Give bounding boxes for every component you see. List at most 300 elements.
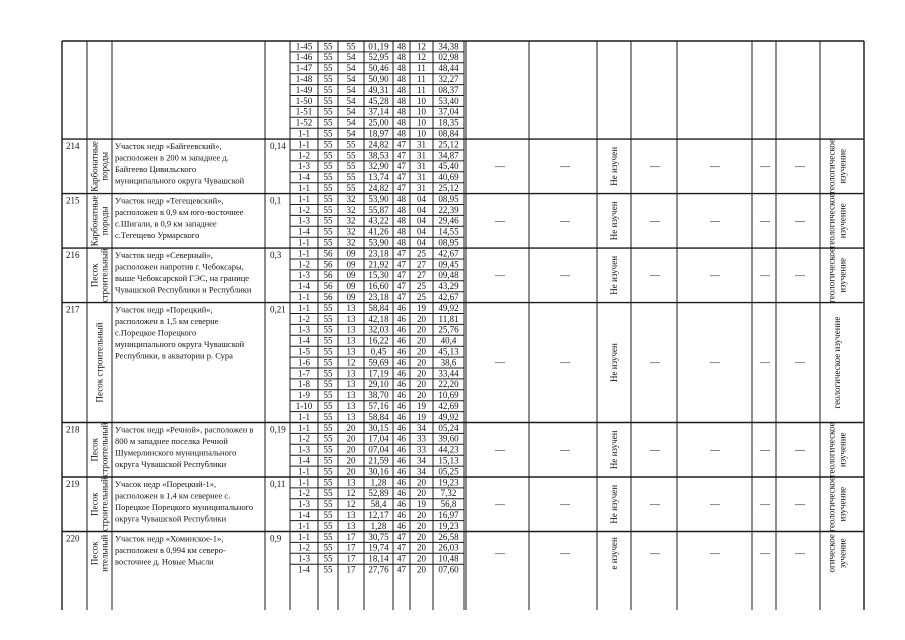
- coord-lon-sec-cell: 14,55: [438, 226, 459, 237]
- empty-cell-dash: —: [710, 548, 720, 560]
- coord-lon-deg-cell: 48: [397, 106, 406, 117]
- coord-lat-sec-cell: 32,03: [368, 324, 389, 335]
- coord-lon-sec-cell: 09,48: [438, 270, 459, 281]
- coord-lat-min-cell: 32: [346, 226, 356, 237]
- site-description: с.Тегещево Урмарского: [115, 230, 200, 241]
- usage-purpose: геологическое: [826, 422, 837, 478]
- coord-lat-min-cell: 55: [346, 172, 356, 183]
- coord-point-cell: 1-1: [298, 139, 310, 150]
- site-description: округа Чувашской Республики: [115, 513, 227, 524]
- coord-point-cell: 1-2: [298, 313, 310, 324]
- coord-lat-min-cell: 54: [346, 117, 356, 128]
- coord-lat-sec-cell: 30,75: [368, 531, 389, 542]
- coord-lat-min-cell: 54: [346, 63, 356, 74]
- coord-lon-deg-cell: 47: [397, 248, 406, 259]
- coord-lat-sec-cell: 18,14: [368, 553, 389, 564]
- coord-lon-deg-cell: 48: [397, 41, 406, 52]
- empty-cell-dash: —: [760, 270, 770, 282]
- coord-lon-min-cell: 34: [417, 422, 426, 433]
- row-number: 215: [66, 195, 80, 206]
- coord-lat-min-cell: 55: [346, 41, 356, 52]
- usage-purpose: геологическое: [826, 138, 837, 194]
- coord-lat-deg-cell: 55: [323, 390, 333, 401]
- coord-lat-sec-cell: 43,22: [368, 215, 389, 226]
- coord-lat-sec-cell: 57,16: [368, 401, 389, 411]
- empty-cell-dash: —: [495, 444, 505, 456]
- site-description: расположен в 0,9 км юго-восточнее: [115, 207, 244, 218]
- site-description: с.Порецкое Порецкого: [115, 327, 197, 338]
- coord-lat-deg-cell: 55: [323, 401, 333, 411]
- coord-lat-deg-cell: 55: [323, 84, 333, 95]
- coord-point-cell: 1-4: [298, 564, 310, 575]
- coord-lat-min-cell: 13: [346, 324, 356, 335]
- empty-cell-dash: —: [560, 161, 570, 173]
- coord-point-cell: 1-2: [298, 259, 310, 270]
- site-description: с.Шигали, в 0,9 км западнее: [115, 218, 217, 229]
- coord-lon-sec-cell: 11,81: [438, 313, 459, 324]
- coord-lat-deg-cell: 55: [323, 422, 333, 433]
- coord-point-cell: 1-1: [298, 411, 310, 422]
- coord-lon-min-cell: 04: [417, 204, 426, 215]
- coord-point-cell: 1-10: [295, 401, 313, 411]
- coord-lat-deg-cell: 55: [323, 455, 333, 466]
- coord-lon-sec-cell: 43,29: [438, 281, 459, 292]
- coord-lon-min-cell: 20: [417, 379, 426, 390]
- coord-lat-deg-cell: 55: [323, 564, 333, 575]
- empty-cell-dash: —: [650, 161, 660, 173]
- coord-lat-min-cell: 55: [346, 139, 356, 150]
- coord-lon-sec-cell: 44,23: [438, 444, 459, 455]
- coord-lon-min-cell: 27: [417, 270, 426, 281]
- coord-lon-sec-cell: 26,58: [438, 531, 459, 542]
- site-description: Участок недр «Тегещевский»,: [115, 195, 224, 206]
- coord-lon-min-cell: 11: [417, 63, 426, 74]
- coord-lon-min-cell: 34: [417, 455, 426, 466]
- empty-cell-dash: —: [495, 270, 505, 282]
- coord-lon-deg-cell: 47: [397, 564, 406, 575]
- coord-lon-min-cell: 31: [417, 183, 426, 193]
- coord-lon-deg-cell: 46: [397, 466, 406, 477]
- coord-lon-deg-cell: 47: [397, 281, 406, 292]
- coord-lon-deg-cell: 47: [397, 183, 406, 193]
- coord-lon-sec-cell: 07,60: [438, 564, 459, 575]
- coord-lat-min-cell: 17: [346, 553, 356, 564]
- coord-lat-min-cell: 13: [346, 368, 356, 379]
- empty-cell-dash: —: [760, 215, 770, 227]
- coord-lat-sec-cell: 23,18: [368, 292, 389, 302]
- coord-lat-sec-cell: 18,97: [368, 128, 389, 139]
- coord-lon-min-cell: 25: [417, 248, 426, 259]
- coord-point-cell: 1-2: [298, 433, 310, 444]
- coord-lat-deg-cell: 55: [323, 379, 333, 390]
- coord-lat-sec-cell: 24,82: [368, 139, 389, 150]
- coord-point-cell: 1-3: [298, 444, 310, 455]
- coord-lon-sec-cell: 08,95: [438, 193, 459, 204]
- coord-lon-deg-cell: 47: [397, 553, 406, 564]
- coord-point-cell: 1-48: [295, 74, 313, 84]
- coord-point-cell: 1-1: [298, 128, 310, 139]
- site-description: Порецкое Порецкого муниципального: [115, 502, 254, 512]
- coord-lon-sec-cell: 45,40: [438, 161, 459, 172]
- coord-lat-min-cell: 20: [346, 455, 356, 466]
- coord-lon-sec-cell: 42,69: [438, 401, 459, 411]
- coord-point-cell: 1-6: [298, 357, 310, 368]
- coord-lon-min-cell: 31: [417, 161, 426, 172]
- coord-lat-deg-cell: 55: [323, 106, 333, 117]
- coord-lon-sec-cell: 49,92: [438, 411, 459, 422]
- coord-lat-sec-cell: 21,59: [368, 455, 389, 466]
- coord-lon-min-cell: 33: [417, 433, 426, 444]
- study-status: Не изучен: [609, 146, 619, 186]
- coord-lon-sec-cell: 45,13: [438, 346, 459, 357]
- coord-lon-sec-cell: 7,32: [440, 488, 457, 499]
- usage-purpose: изучение: [837, 148, 848, 184]
- mineral-type: Песок: [89, 263, 100, 288]
- empty-cell-dash: —: [795, 357, 805, 369]
- coord-point-cell: 1-3: [298, 324, 310, 335]
- mineral-type: строительный: [99, 422, 110, 477]
- coord-lon-deg-cell: 48: [397, 237, 406, 248]
- site-description: расположен в 200 м западнее д.: [115, 152, 229, 163]
- coord-lon-min-cell: 31: [417, 150, 426, 161]
- coord-lat-deg-cell: 55: [323, 41, 333, 52]
- study-status: е изучен: [609, 537, 619, 570]
- coord-lon-deg-cell: 48: [397, 215, 406, 226]
- coord-lon-sec-cell: 19,23: [438, 520, 459, 531]
- area-value: 0,1: [270, 195, 282, 206]
- usage-purpose: геологическое изучение: [832, 316, 842, 409]
- coord-lat-sec-cell: 37,14: [368, 106, 389, 117]
- coord-lat-sec-cell: 32,90: [368, 161, 389, 172]
- coord-lon-min-cell: 31: [417, 172, 426, 183]
- empty-cell-dash: —: [560, 499, 570, 511]
- coord-lon-sec-cell: 40,69: [438, 172, 459, 183]
- study-status: Не изучен: [609, 484, 619, 524]
- coord-lon-sec-cell: 09,45: [438, 259, 459, 270]
- empty-cell-dash: —: [710, 270, 720, 282]
- coord-lat-sec-cell: 45,28: [368, 95, 389, 106]
- coord-lat-sec-cell: 0,45: [370, 346, 387, 357]
- empty-cell-dash: —: [560, 548, 570, 560]
- coord-lat-deg-cell: 55: [323, 95, 333, 106]
- empty-cell-dash: —: [795, 215, 805, 227]
- coord-point-cell: 1-4: [298, 335, 310, 346]
- coord-lat-sec-cell: 59,69: [368, 357, 389, 368]
- coord-lat-min-cell: 20: [346, 422, 356, 433]
- coord-lat-deg-cell: 55: [323, 357, 333, 368]
- site-description: Участок недр «Байгеевский»,: [115, 141, 222, 152]
- coord-lat-sec-cell: 58,4: [370, 499, 387, 510]
- coord-lat-sec-cell: 24,82: [368, 183, 389, 193]
- coord-lon-deg-cell: 48: [397, 193, 406, 204]
- coord-lat-deg-cell: 55: [323, 411, 333, 422]
- site-description: расположен в 1,4 км севернее с.: [115, 490, 231, 501]
- coord-lon-sec-cell: 25,76: [438, 324, 459, 335]
- site-description: Шумерлинского муниципального: [115, 447, 237, 458]
- coord-lon-deg-cell: 47: [397, 150, 406, 161]
- coord-lon-deg-cell: 48: [397, 128, 406, 139]
- coord-lon-min-cell: 20: [417, 357, 426, 368]
- coord-lon-min-cell: 19: [417, 401, 426, 411]
- coord-lat-deg-cell: 55: [323, 150, 333, 161]
- coord-lat-sec-cell: 38,53: [368, 150, 389, 161]
- empty-cell-dash: —: [650, 215, 660, 227]
- mineral-type: Карбонатные: [89, 195, 100, 247]
- coord-lat-sec-cell: 17,19: [368, 368, 389, 379]
- coord-lon-deg-cell: 47: [397, 531, 406, 542]
- coord-lat-min-cell: 09: [346, 248, 356, 259]
- row-number: 220: [66, 533, 80, 544]
- coord-lat-deg-cell: 55: [323, 553, 333, 564]
- usage-purpose: зучение: [837, 538, 848, 569]
- coord-point-cell: 1-3: [298, 270, 310, 281]
- coord-lat-deg-cell: 55: [323, 433, 333, 444]
- coord-lon-min-cell: 20: [417, 510, 426, 520]
- empty-cell-dash: —: [560, 444, 570, 456]
- coord-lon-deg-cell: 48: [397, 226, 406, 237]
- coord-point-cell: 1-1: [298, 248, 310, 259]
- coord-lat-sec-cell: 30,15: [368, 422, 389, 433]
- empty-cell-dash: —: [760, 357, 770, 369]
- empty-cell-dash: —: [795, 444, 805, 456]
- coord-lon-sec-cell: 26,03: [438, 542, 459, 553]
- coord-lon-sec-cell: 42,67: [438, 292, 459, 302]
- coord-lon-min-cell: 10: [417, 106, 426, 117]
- coord-point-cell: 1-51: [295, 106, 313, 117]
- coord-lat-deg-cell: 55: [323, 302, 333, 313]
- coord-lon-deg-cell: 47: [397, 292, 406, 302]
- mineral-type: строительный: [99, 248, 110, 303]
- coord-lon-deg-cell: 46: [397, 346, 406, 357]
- usage-purpose: изучение: [837, 257, 848, 293]
- coord-lat-min-cell: 54: [346, 128, 356, 139]
- coord-lat-deg-cell: 55: [323, 226, 333, 237]
- empty-cell-dash: —: [495, 548, 505, 560]
- coord-point-cell: 1-3: [298, 499, 310, 510]
- coord-lon-deg-cell: 46: [397, 379, 406, 390]
- empty-cell-dash: —: [760, 499, 770, 511]
- coord-lat-deg-cell: 55: [323, 520, 333, 531]
- coord-lat-min-cell: 13: [346, 346, 356, 357]
- coord-point-cell: 1-3: [298, 553, 310, 564]
- coord-lon-min-cell: 04: [417, 226, 426, 237]
- study-status: Не изучен: [609, 343, 619, 382]
- coord-lat-sec-cell: 55,87: [368, 204, 389, 215]
- coord-lon-sec-cell: 22,20: [438, 379, 459, 390]
- coord-lon-min-cell: 20: [417, 553, 426, 564]
- coord-lon-min-cell: 25: [417, 292, 426, 302]
- coord-point-cell: 1-1: [298, 237, 310, 248]
- coord-lat-deg-cell: 55: [323, 444, 333, 455]
- coord-lon-min-cell: 20: [417, 488, 426, 499]
- empty-cell-dash: —: [650, 548, 660, 560]
- empty-cell-dash: —: [560, 215, 570, 227]
- coord-lon-min-cell: 12: [417, 52, 426, 63]
- coord-lat-deg-cell: 55: [323, 161, 333, 172]
- coord-lat-deg-cell: 56: [323, 248, 333, 259]
- coord-lat-min-cell: 13: [346, 401, 356, 411]
- coord-lon-sec-cell: 34,87: [438, 150, 459, 161]
- coord-lat-min-cell: 55: [346, 161, 356, 172]
- coord-lat-deg-cell: 55: [323, 324, 333, 335]
- coord-lat-sec-cell: 23,18: [368, 248, 389, 259]
- coord-lon-deg-cell: 46: [397, 401, 406, 411]
- coord-point-cell: 1-52: [295, 117, 313, 128]
- study-status: Не изучен: [609, 255, 619, 295]
- coord-lon-sec-cell: 38,6: [440, 357, 457, 368]
- site-description: округа Чувашской Республики: [115, 459, 227, 469]
- row-number: 217: [66, 304, 80, 315]
- coord-lon-min-cell: 11: [417, 74, 426, 84]
- coord-lon-deg-cell: 46: [397, 477, 406, 488]
- area-value: 0,19: [270, 424, 286, 435]
- coord-lon-deg-cell: 46: [397, 411, 406, 422]
- coord-lat-min-cell: 54: [346, 74, 356, 84]
- coord-lon-min-cell: 04: [417, 215, 426, 226]
- coord-lon-min-cell: 10: [417, 128, 426, 139]
- empty-cell-dash: —: [710, 215, 720, 227]
- usage-purpose: изучение: [837, 486, 848, 522]
- area-value: 0,14: [270, 141, 286, 152]
- row-number: 218: [66, 424, 80, 435]
- area-value: 0,9: [270, 533, 282, 544]
- coord-lon-sec-cell: 16,97: [438, 510, 459, 520]
- coord-lat-sec-cell: 16,22: [368, 335, 389, 346]
- coord-point-cell: 1-1: [298, 531, 310, 542]
- coord-lat-min-cell: 09: [346, 270, 356, 281]
- coord-lat-deg-cell: 55: [323, 466, 333, 477]
- coord-lon-sec-cell: 29,46: [438, 215, 459, 226]
- coord-lon-sec-cell: 48,44: [438, 63, 459, 74]
- coord-lon-deg-cell: 46: [397, 488, 406, 499]
- coord-lat-min-cell: 54: [346, 52, 356, 63]
- coord-lat-min-cell: 17: [346, 531, 356, 542]
- coord-lat-sec-cell: 58,84: [368, 302, 389, 313]
- coord-lat-min-cell: 32: [346, 215, 356, 226]
- coord-lat-sec-cell: 50,90: [368, 74, 389, 84]
- coord-lon-sec-cell: 25,12: [438, 183, 459, 193]
- coord-lat-sec-cell: 49,31: [368, 84, 389, 95]
- coord-lon-deg-cell: 46: [397, 302, 406, 313]
- coord-lon-sec-cell: 10,48: [438, 553, 459, 564]
- coord-point-cell: 1-1: [298, 422, 310, 433]
- coord-lon-deg-cell: 46: [397, 520, 406, 531]
- coord-lon-deg-cell: 46: [397, 313, 406, 324]
- empty-cell-dash: —: [650, 270, 660, 282]
- coord-point-cell: 1-46: [295, 52, 313, 63]
- site-description: муниципального округа Чувашской: [115, 175, 245, 186]
- coord-lat-deg-cell: 55: [323, 204, 333, 215]
- usage-purpose: геологическое: [826, 247, 837, 303]
- site-description: Чувашской Республики и Республики: [115, 284, 252, 295]
- coord-lon-sec-cell: 33,44: [438, 368, 459, 379]
- coord-lon-deg-cell: 48: [397, 63, 406, 74]
- empty-cell-dash: —: [760, 161, 770, 173]
- coord-lon-sec-cell: 53,40: [438, 95, 459, 106]
- empty-cell-dash: —: [795, 548, 805, 560]
- coord-lon-min-cell: 20: [417, 324, 426, 335]
- coord-lat-sec-cell: 1,28: [370, 520, 387, 531]
- coord-lat-deg-cell: 55: [323, 542, 333, 553]
- coord-point-cell: 1-1: [298, 292, 310, 302]
- coord-lon-min-cell: 20: [417, 564, 426, 575]
- coord-lon-deg-cell: 47: [397, 542, 406, 553]
- coord-lat-deg-cell: 56: [323, 259, 333, 270]
- coord-lat-min-cell: 09: [346, 292, 356, 302]
- coord-lat-min-cell: 13: [346, 313, 356, 324]
- coord-lon-deg-cell: 47: [397, 172, 406, 183]
- coord-lon-min-cell: 19: [417, 411, 426, 422]
- coord-point-cell: 1-4: [298, 226, 310, 237]
- coord-lat-deg-cell: 55: [323, 237, 333, 248]
- empty-cell-dash: —: [760, 444, 770, 456]
- coord-lat-min-cell: 09: [346, 259, 356, 270]
- coord-point-cell: 1-3: [298, 215, 310, 226]
- coord-lon-deg-cell: 48: [397, 52, 406, 63]
- coord-lat-deg-cell: 55: [323, 499, 333, 510]
- empty-cell-dash: —: [495, 161, 505, 173]
- coord-lon-min-cell: 27: [417, 259, 426, 270]
- coord-lat-min-cell: 13: [346, 477, 356, 488]
- coord-lon-deg-cell: 46: [397, 335, 406, 346]
- coord-point-cell: 1-5: [298, 346, 310, 357]
- empty-cell-dash: —: [650, 444, 660, 456]
- coord-point-cell: 1-3: [298, 161, 310, 172]
- coord-lat-sec-cell: 50,46: [368, 63, 389, 74]
- coord-point-cell: 1-1: [298, 183, 310, 193]
- coord-lat-min-cell: 32: [346, 204, 356, 215]
- coord-lat-sec-cell: 30,16: [368, 466, 389, 477]
- coord-lat-deg-cell: 56: [323, 270, 333, 281]
- coord-lat-deg-cell: 55: [323, 193, 333, 204]
- mineral-type: Песок: [89, 492, 100, 517]
- coord-lat-deg-cell: 55: [323, 346, 333, 357]
- coord-lon-min-cell: 04: [417, 237, 426, 248]
- coord-lon-sec-cell: 05,24: [438, 422, 459, 433]
- coord-lat-sec-cell: 25,00: [368, 117, 389, 128]
- coord-lat-deg-cell: 55: [323, 172, 333, 183]
- coord-lon-min-cell: 20: [417, 477, 426, 488]
- row-number: 214: [66, 141, 80, 152]
- site-description: расположен в 0,994 км северо-: [115, 545, 226, 555]
- coord-lon-deg-cell: 46: [397, 510, 406, 520]
- coord-lon-sec-cell: 05,25: [438, 466, 459, 477]
- coord-lon-min-cell: 20: [417, 313, 426, 324]
- coord-lat-min-cell: 13: [346, 510, 356, 520]
- coord-lat-min-cell: 13: [346, 335, 356, 346]
- coord-lon-min-cell: 20: [417, 520, 426, 531]
- coord-lon-deg-cell: 48: [397, 117, 406, 128]
- mineral-type: Карбонатные: [89, 140, 100, 192]
- coord-lat-min-cell: 20: [346, 444, 356, 455]
- coord-lat-min-cell: 55: [346, 183, 356, 193]
- coord-lon-sec-cell: 25,12: [438, 139, 459, 150]
- coord-lat-sec-cell: 21,92: [368, 259, 389, 270]
- coord-lon-sec-cell: 56,8: [440, 499, 457, 510]
- area-value: 0,3: [270, 250, 282, 261]
- coord-lat-min-cell: 32: [346, 193, 356, 204]
- coord-lat-min-cell: 13: [346, 520, 356, 531]
- coord-lat-min-cell: 55: [346, 150, 356, 161]
- coord-point-cell: 1-4: [298, 281, 310, 292]
- coord-lon-sec-cell: 39,60: [438, 433, 459, 444]
- coord-lon-deg-cell: 48: [397, 204, 406, 215]
- coord-lat-sec-cell: 58,84: [368, 411, 389, 422]
- coord-lat-sec-cell: 42,18: [368, 313, 389, 324]
- coord-lon-sec-cell: 34,38: [438, 41, 459, 52]
- coord-lat-deg-cell: 55: [323, 335, 333, 346]
- site-description: муниципального округа Чувашской: [115, 339, 245, 350]
